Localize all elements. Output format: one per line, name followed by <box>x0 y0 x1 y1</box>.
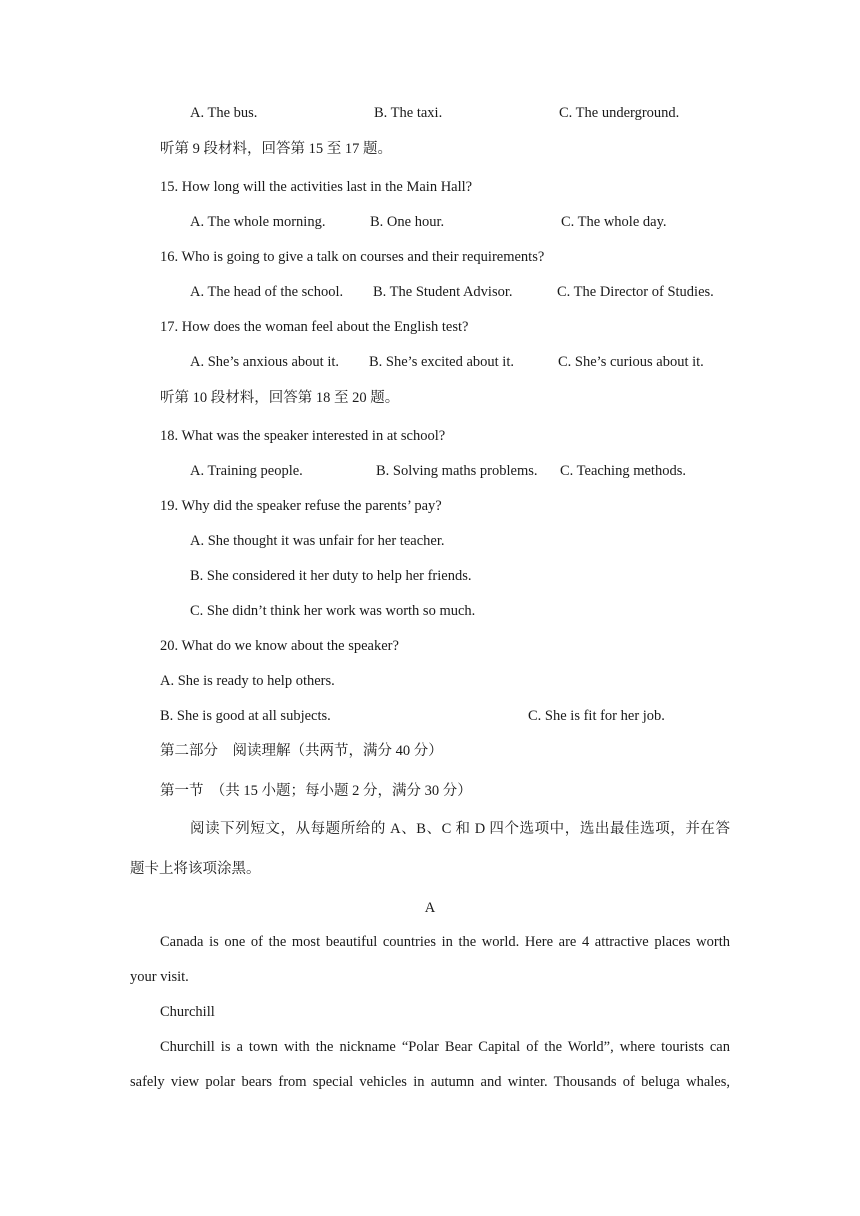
q20-option-c: C. She is fit for her job. <box>528 708 665 724</box>
churchill-heading: Churchill <box>160 1004 215 1020</box>
q20-option-a: A. She is ready to help others. <box>160 673 335 689</box>
part-2-heading: 第二部分 阅读理解（共两节，满分 40 分） <box>160 743 443 759</box>
q17-option-a: A. She’s anxious about it. <box>190 354 340 370</box>
churchill-para-line-1: Churchill is a town with the nickname “Polar Bear Capital of the World”, where tourists can <box>160 1039 730 1055</box>
instructions-line-1: 阅读下列短文，从每题所给的 A、B、C 和 D 四个选项中，选出最佳选项，并在答 <box>190 821 730 837</box>
q15-option-b: B. One hour. <box>370 214 445 230</box>
passage-label: A <box>424 900 436 916</box>
q16-option-b: B. The Student Advisor. <box>373 284 513 300</box>
q19-option-a: A. She thought it was unfair for her teacher. <box>190 533 445 549</box>
intro-line-2: your visit. <box>130 969 189 985</box>
intro-line-1: Canada is one of the most beautiful countries in the world. Here are 4 attractive places worth <box>160 934 730 950</box>
q16-option-c: C. The Director of Studies. <box>557 284 714 300</box>
q14-option-c: C. The underground. <box>559 105 680 121</box>
q14-option-b: B. The taxi. <box>374 105 443 121</box>
q19-stem: 19. Why did the speaker refuse the parents’ pay? <box>160 498 442 514</box>
q17-stem: 17. How does the woman feel about the English test? <box>160 319 469 335</box>
q19-option-c: C. She didn’t think her work was worth so much. <box>190 603 476 619</box>
q18-option-c: C. Teaching methods. <box>560 463 686 479</box>
q15-option-a: A. The whole morning. <box>190 214 326 230</box>
q17-option-b: B. She’s excited about it. <box>369 354 514 370</box>
q18-option-b: B. Solving maths problems. <box>376 463 538 479</box>
q18-stem: 18. What was the speaker interested in at school? <box>160 428 446 444</box>
q15-stem: 15. How long will the activities last in the Main Hall? <box>160 179 473 195</box>
q19-option-b: B. She considered it her duty to help her friends. <box>190 568 472 584</box>
q17-option-c: C. She’s curious about it. <box>558 354 704 370</box>
section-1-heading: 第一节 （共 15 小题；每小题 2 分，满分 30 分） <box>160 783 472 799</box>
q20-stem: 20. What do we know about the speaker? <box>160 638 399 654</box>
section-10-heading: 听第 10 段材料，回答第 18 至 20 题。 <box>160 390 400 406</box>
q14-option-a: A. The bus. <box>190 105 258 121</box>
instructions-line-2: 题卡上将该项涂黑。 <box>130 861 261 877</box>
q20-option-b: B. She is good at all subjects. <box>160 708 331 724</box>
q16-stem: 16. Who is going to give a talk on courses and their requirements? <box>160 249 545 265</box>
section-9-heading: 听第 9 段材料，回答第 15 至 17 题。 <box>160 141 392 157</box>
churchill-para-line-2: safely view polar bears from special vehicles in autumn and winter. Thousands of beluga whales, <box>130 1074 730 1090</box>
q16-option-a: A. The head of the school. <box>190 284 344 300</box>
q18-option-a: A. Training people. <box>190 463 303 479</box>
q15-option-c: C. The whole day. <box>561 214 667 230</box>
